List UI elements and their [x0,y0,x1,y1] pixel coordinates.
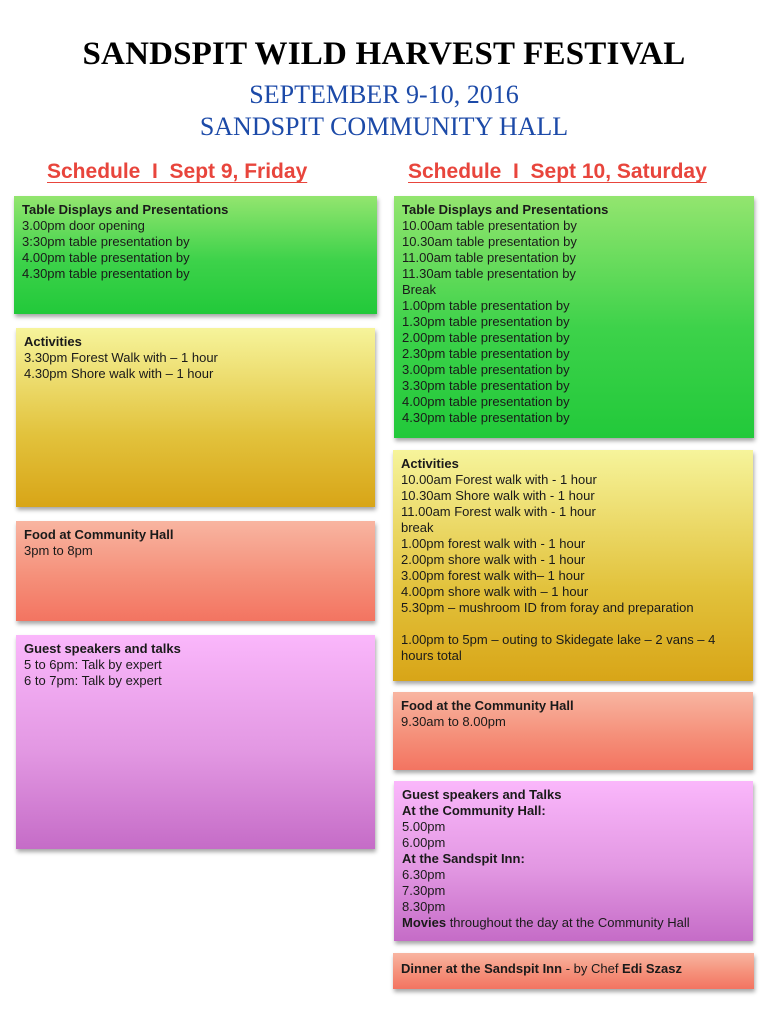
schedule-line: 8.30pm [402,899,446,914]
schedule-line: 3.00pm table presentation by [402,362,570,377]
card-title: Guest speakers and talks [24,641,181,656]
schedule-line: 3.00pm forest walk with– 1 hour [401,568,585,583]
schedule-line: 11.00am table presentation by [402,250,576,265]
schedule-line: 4.00pm shore walk with – 1 hour [401,584,589,599]
card-title: Guest speakers and Talks [402,787,562,802]
card-title: Activities [24,334,82,349]
friday-schedule-heading: Schedule I Sept 9, Friday [47,160,308,183]
location-label: At the Sandspit Inn: [402,851,525,866]
schedule-line: 2.00pm shore walk with - 1 hour [401,552,586,567]
schedule-line: Break [402,282,436,297]
schedule-line: 1.00pm forest walk with - 1 hour [401,536,586,551]
schedule-line: 5.00pm [402,819,446,834]
schedule-line: 10.30am table presentation by [402,234,577,249]
schedule-line: 3pm to 8pm [24,543,93,558]
schedule-line: 6.00pm [402,835,446,850]
card-title: Food at Community Hall [24,527,174,542]
friday-food-card [16,521,375,621]
outing-line: 1.00pm to 5pm – outing to Skidegate lake – 2 vans – 4 hours total [401,632,716,663]
movies-label: Movies [402,915,447,930]
location-label: At the Community Hall: [402,803,546,818]
saturday-schedule-heading: Schedule I Sept 10, Saturday [408,160,707,183]
schedule-line: 4.30pm Shore walk with – 1 hour [24,366,214,381]
movies-line [402,915,745,931]
schedule-line: 2.30pm table presentation by [402,346,570,361]
schedule-line: 6 to 7pm: Talk by expert [24,673,162,688]
schedule-line: 7.30pm [402,883,446,898]
chef-name: Edi Szasz [622,961,683,976]
schedule-line: 10.00am Forest walk with - 1 hour [401,472,597,487]
festival-title: SANDSPIT WILD HARVEST FESTIVAL [82,36,686,72]
saturday-dinner-card [393,953,754,989]
friday-speakers-card [16,635,375,849]
friday-activities-card [16,328,375,507]
dinner-middle: - by Chef [562,961,623,976]
spacer [401,616,745,632]
dinner-line [401,961,746,977]
schedule-line: 10.00am table presentation by [402,218,577,233]
friday-displays-card [14,196,377,314]
schedule-line: 2.00pm table presentation by [402,330,570,345]
schedule-line: 11.30am table presentation by [402,266,576,281]
schedule-line: 3:30pm table presentation by [22,234,190,249]
schedule-line: 4.30pm table presentation by [22,266,190,281]
schedule-line: 4.00pm table presentation by [402,394,570,409]
saturday-speakers-card [394,781,753,941]
schedule-line: 10.30am Shore walk with - 1 hour [401,488,595,503]
schedule-line: 9.30am to 8.00pm [401,714,506,729]
saturday-food-card [393,692,753,770]
card-title: Table Displays and Presentations [22,202,229,217]
schedule-line: 5 to 6pm: Talk by expert [24,657,162,672]
schedule-line: 11.00am Forest walk with - 1 hour [401,504,596,519]
dinner-label: Dinner at the Sandspit Inn [401,961,563,976]
schedule-line: 4.30pm table presentation by [402,410,570,425]
schedule-line: 5.30pm – mushroom ID from foray and preparation [401,600,694,615]
saturday-activities-card [393,450,753,681]
festival-venue: SANDSPIT COMMUNITY HALL [199,112,569,141]
schedule-line: 4.00pm table presentation by [22,250,190,265]
schedule-line: 3.30pm Forest Walk with – 1 hour [24,350,218,365]
card-title: Food at the Community Hall [401,698,574,713]
festival-dates: SEPTEMBER 9-10, 2016 [249,80,519,109]
saturday-displays-card [394,196,754,438]
card-title: Activities [401,456,459,471]
schedule-line: 1.00pm table presentation by [402,298,570,313]
schedule-line: 3.00pm door opening [22,218,145,233]
schedule-line: 1.30pm table presentation by [402,314,570,329]
schedule-line: 6.30pm [402,867,446,882]
movies-text: throughout the day at the Community Hall [446,915,690,930]
schedule-line: break [401,520,434,535]
schedule-line: 3.30pm table presentation by [402,378,570,393]
card-title: Table Displays and Presentations [402,202,609,217]
